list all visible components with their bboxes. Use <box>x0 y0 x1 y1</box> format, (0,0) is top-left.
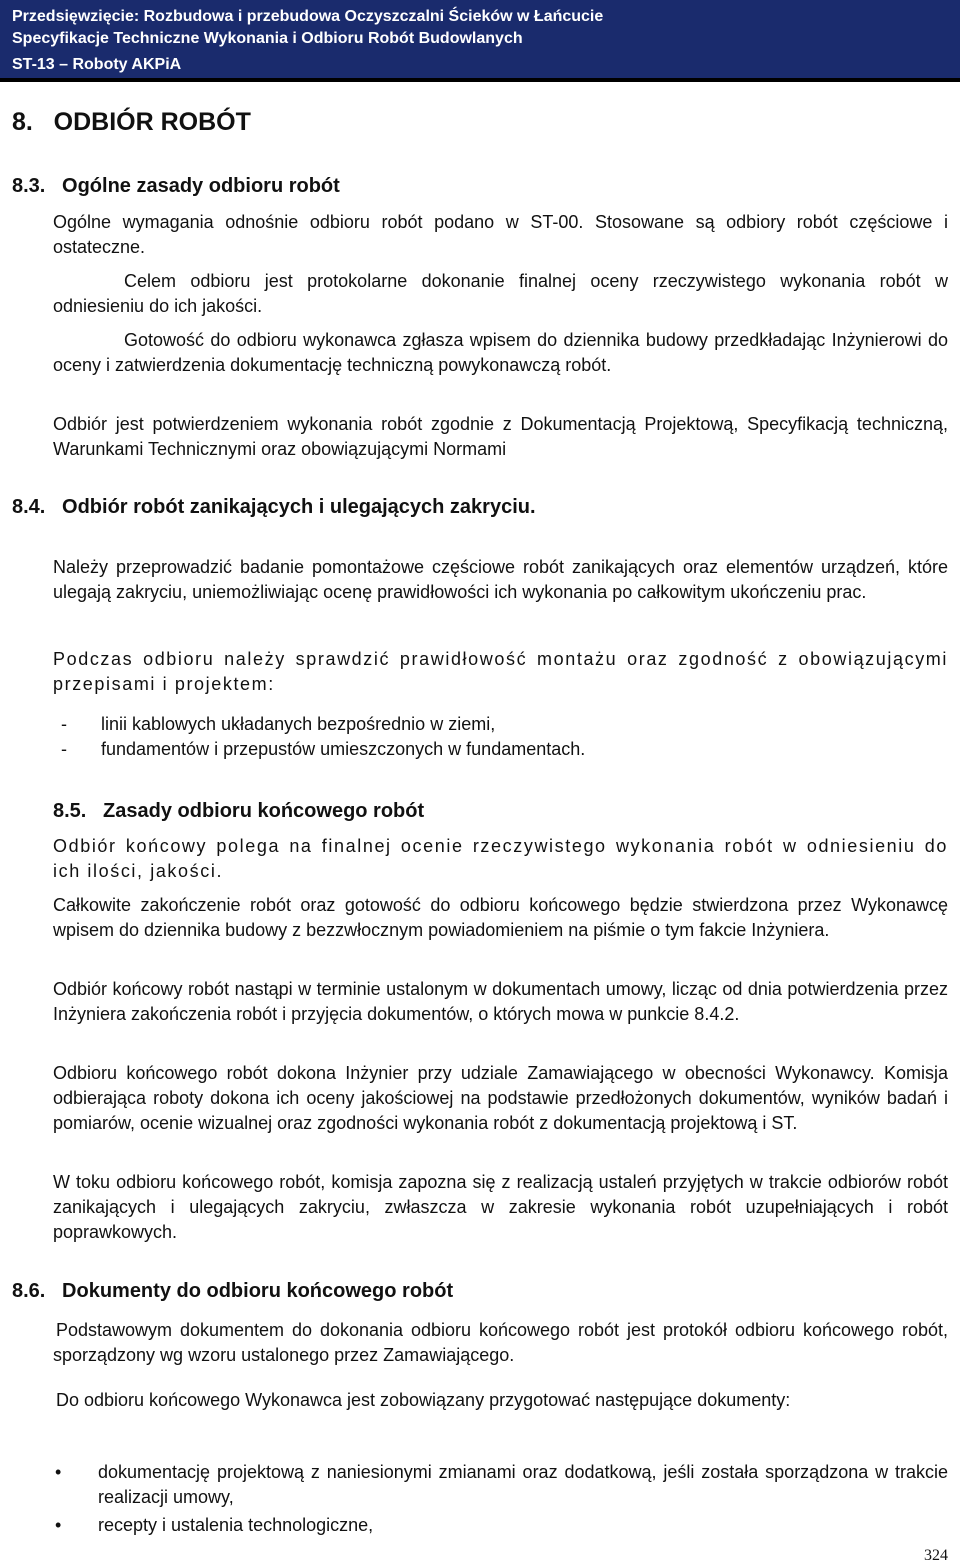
page-number: 324 <box>924 1547 948 1564</box>
list-item-text: linii kablowych układanych bezpośrednio w ziemi, <box>101 714 496 734</box>
header-section-line: ST-13 – Roboty AKPiA <box>12 56 182 73</box>
list-item <box>61 737 585 762</box>
bullet-marker: • <box>55 1515 62 1535</box>
header-project-line: Przedsięwzięcie: Rozbudowa i przebudowa Oczyszczalni Ścieków w Łańcucie <box>12 8 604 25</box>
s83-paragraph-1: Ogólne wymagania odnośnie odbioru robót podano w ST-00. Stosowane są odbiory robót częściowe i ostateczne. <box>53 212 948 257</box>
s85-paragraph-1: Odbiór końcowy polega na finalnej ocenie rzeczywistego wykonania robót w odniesieniu do ich ilości, jakości. <box>53 836 948 881</box>
s85-paragraph-4: Odbioru końcowego robót dokona Inżynier przy udziale Zamawiającego w obecności Wykonawcy. Komisja odbierająca roboty dokona ich oceny jakościowej na podstawie przedłożonych dokumentów, wyników badań i pomiarów, ocenie wizualnej oraz zgodności wykonania robót z dokumentacją projektową i ST. <box>53 1063 948 1133</box>
section-8-title: 8. ODBIÓR ROBÓT <box>12 108 251 136</box>
s85-paragraph-5: W toku odbioru końcowego robót, komisja zapozna się z realizacją ustaleń przyjętych w trakcie odbiorów robót zanikających i ulegających zakryciu, zwłaszcza w zakresie wykonania robót uzupełniających i robót poprawkowych. <box>53 1172 948 1242</box>
s83-paragraph-3: Gotowość do odbioru wykonawca zgłasza wpisem do dziennika budowy przedkładając Inżynierowi do oceny i zatwierdzenia dokumentację techniczną powykonawczą robót. <box>53 330 948 375</box>
s85-paragraph-3: Odbiór końcowy robót nastąpi w terminie ustalonym w dokumentach umowy, licząc od dnia potwierdzenia przez Inżyniera zakończenia robót i przyjęcia dokumentów, o których mowa w punkcie 8.4.2. <box>53 979 948 1024</box>
section-8-5-title: 8.5. Zasady odbioru końcowego robót <box>53 800 425 822</box>
section-8-6-title: 8.6. Dokumenty do odbioru końcowego robót <box>12 1280 454 1302</box>
list-item-text: dokumentację projektową z naniesionymi zmianami oraz dodatkową, jeśli została sporządzona w trakcie realizacji umowy, <box>98 1462 948 1507</box>
header-spec-line: Specyfikacje Techniczne Wykonania i Odbioru Robót Budowlanych <box>12 30 523 47</box>
list-item <box>61 712 495 737</box>
section-8-4-title: 8.4. Odbiór robót zanikających i ulegających zakryciu. <box>12 496 536 518</box>
list-item <box>55 1513 948 1538</box>
list-item-text: recepty i ustalenia technologiczne, <box>98 1515 374 1535</box>
document-header <box>0 0 960 82</box>
s86-paragraph-2: Do odbioru końcowego Wykonawca jest zobowiązany przygotować następujące dokumenty: <box>56 1390 791 1410</box>
s84-paragraph-2: Podczas odbioru należy sprawdzić prawidłowość montażu oraz zgodność z obowiązującymi przepisami i projektem: <box>53 649 948 694</box>
s85-paragraph-2: Całkowite zakończenie robót oraz gotowość do odbioru końcowego będzie stwierdzona przez Wykonawcę wpisem do dziennika budowy z bezzwłocznym powiadomieniem na piśmie o tym fakcie Inżyniera. <box>53 895 948 940</box>
s83-paragraph-4: Odbiór jest potwierdzeniem wykonania robót zgodnie z Dokumentacją Projektową, Specyfikacją techniczną, Warunkami Technicznymi oraz obowiązującymi Normami <box>53 414 948 459</box>
dash-marker: - <box>61 714 67 734</box>
s86-paragraph-1: Podstawowym dokumentem do dokonania odbioru końcowego robót jest protokół odbioru końcowego robót, sporządzony wg wzoru ustalonego przez Zamawiającego. <box>53 1320 948 1365</box>
list-item-text: fundamentów i przepustów umieszczonych w fundamentach. <box>101 739 586 759</box>
s83-paragraph-2: Celem odbioru jest protokolarne dokonanie finalnej oceny rzeczywistego wykonania robót w odniesieniu do ich jakości. <box>53 271 948 316</box>
s84-paragraph-1: Należy przeprowadzić badanie pomontażowe częściowe robót zanikających oraz elementów urządzeń, które ulegają zakryciu, uniemożliwiając ocenę prawidłowości ich wykonania po całkowitym ukończeniu prac. <box>53 557 948 602</box>
dash-marker: - <box>61 739 67 759</box>
list-item <box>55 1460 948 1510</box>
section-8-3-title: 8.3. Ogólne zasady odbioru robót <box>12 175 340 197</box>
bullet-marker: • <box>55 1462 62 1482</box>
